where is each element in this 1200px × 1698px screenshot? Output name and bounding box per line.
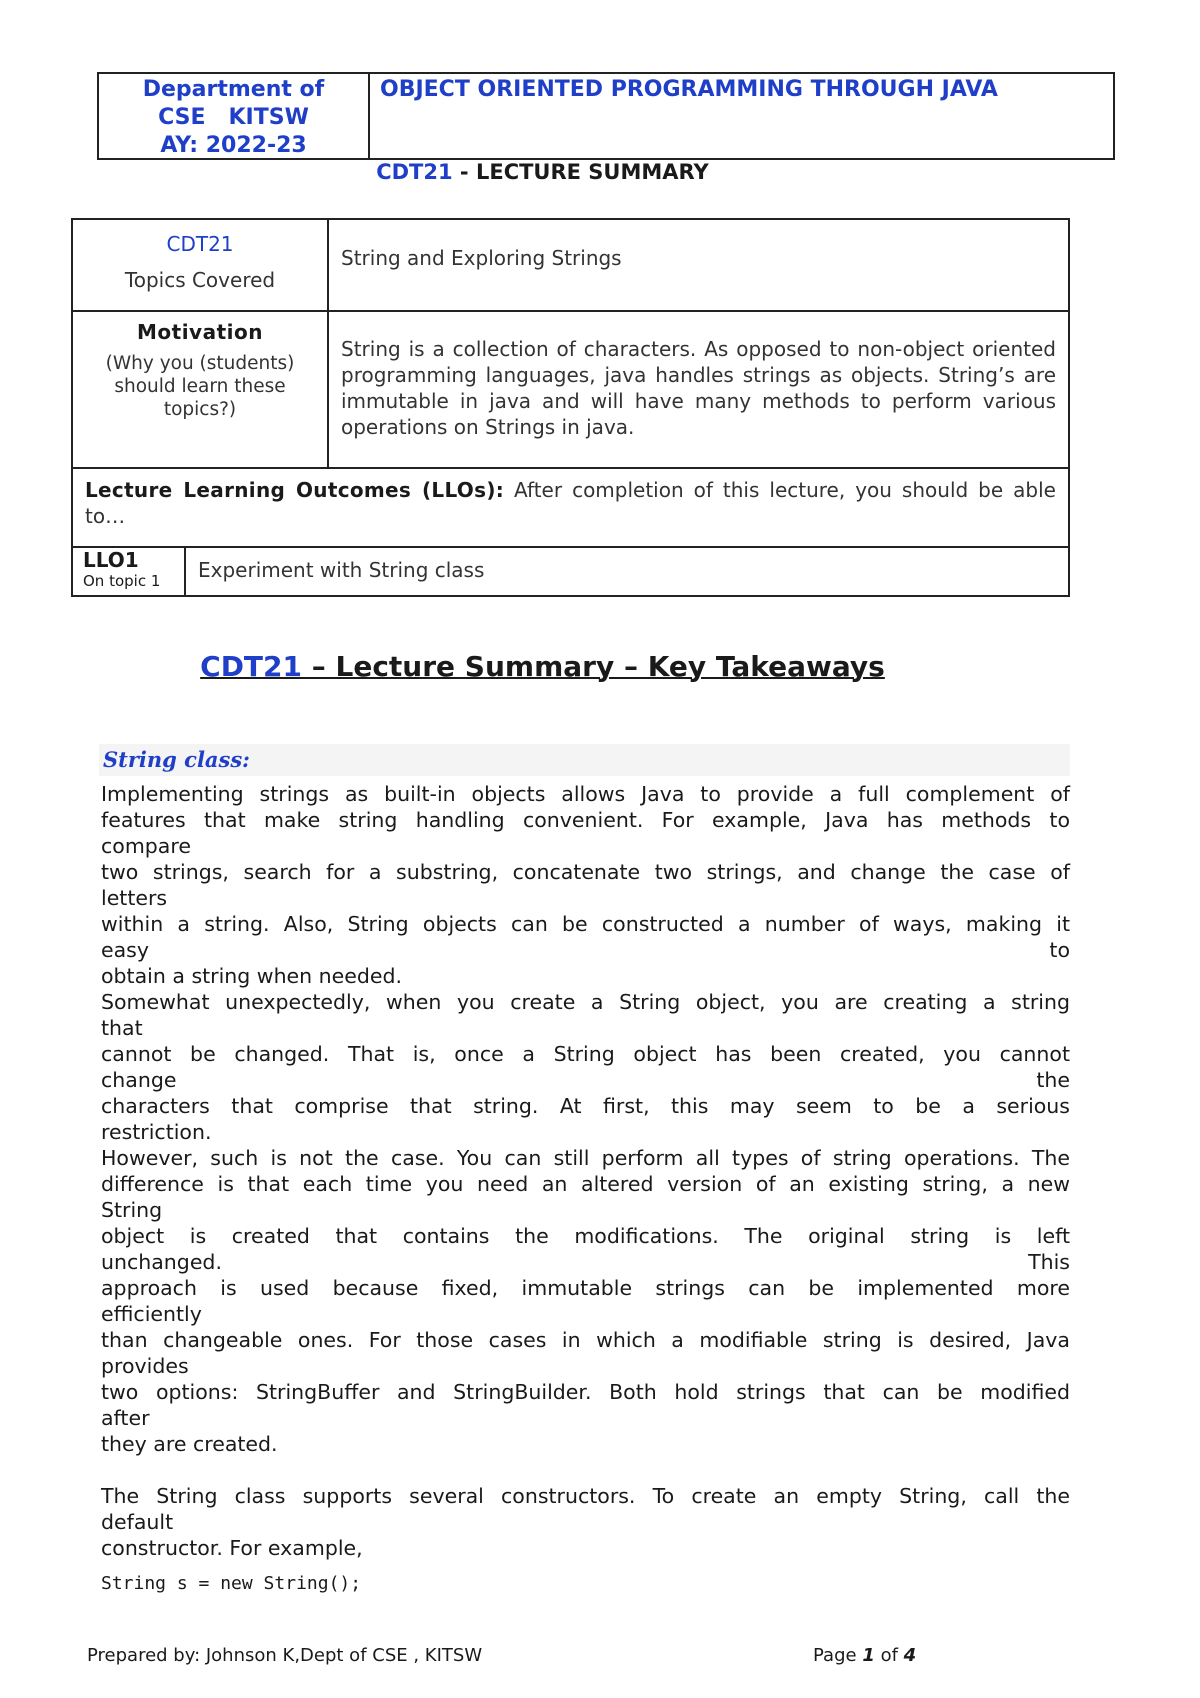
body-line: obtain a string when needed. [101,964,403,988]
string-class-heading: String class: [99,744,1070,776]
body-line: letters [101,886,168,910]
page-total: 4 [903,1645,917,1666]
page-indicator [813,1645,916,1666]
page-of: of [874,1645,904,1666]
prepared-by: Prepared by: Johnson K,Dept of CSE , KITSW [87,1645,483,1666]
body-line: characters that comprise that string. At first, this may seem to be a serious [101,1094,1070,1118]
academic-year: AY: 2022-23 [160,133,307,158]
topic-code: CDT21 [166,232,234,256]
body-line: difference is that each time you need an altered version of an existing string, a new [101,1172,1070,1196]
lecture-summary-label: - LECTURE SUMMARY [452,160,709,184]
motivation-subtitle: (Why you (students) should learn these topics?) [105,353,295,420]
header-table [97,72,1115,160]
body-line: constructor. For example, [101,1536,363,1560]
key-takeaways-heading [0,650,1085,683]
body-line: cannot be changed. That is, once a String object has been created, you cannot [101,1042,1070,1066]
department-line: Department of [142,77,325,102]
body-line: unchanged. This [101,1250,1070,1274]
page-number: 1 [862,1645,875,1666]
llo1-label-cell [73,546,186,597]
llo1-sublabel: On topic 1 [83,572,161,590]
lecture-summary-title [0,160,1085,184]
body-line: efficiently [101,1302,202,1326]
body-line: two strings, search for a substring, concatenate two strings, and change the case of [101,860,1070,884]
motivation-label-cell [73,310,329,467]
body-line: Somewhat unexpectedly, when you create a String object, you are creating a string [101,990,1070,1014]
lecture-code: CDT21 [376,160,453,184]
department-line: CSE KITSW [158,105,309,130]
topics-value: String and Exploring Strings [341,246,622,270]
body-line: easy to [101,938,1070,962]
body-line: String [101,1198,163,1222]
body-text [101,781,1070,1597]
llo1-label: LLO1 [83,548,139,572]
body-line: than changeable ones. For those cases in which a modifiable string is desired, Java [101,1328,1070,1352]
body-line: change the [101,1068,1070,1092]
key-takeaways-code: CDT21 [200,650,302,683]
body-line: that [101,1016,143,1040]
body-line: after [101,1406,150,1430]
body-line: compare [101,834,191,858]
body-line: The String class supports several constructors. To create an empty String, call the [101,1484,1070,1508]
body-line: two options: StringBuffer and StringBuilder. Both hold strings that can be modified [101,1380,1070,1404]
body-line: However, such is not the case. You can still perform all types of string operations. The [101,1146,1070,1170]
body-line: features that make string handling convenient. For example, Java has methods to [101,808,1070,832]
body-line: within a string. Also, String objects can be constructed a number of ways, making it [101,912,1070,936]
course-title: OBJECT ORIENTED PROGRAMMING THROUGH JAVA [380,77,998,102]
llo1-text: Experiment with String class [198,558,485,582]
llo-heading: Lecture Learning Outcomes (LLOs): [85,478,505,502]
topics-label-cell [73,220,329,310]
code-example: String s = new String(); [101,1573,362,1594]
body-line: object is created that contains the modifications. The original string is left [101,1224,1070,1248]
page-prefix: Page [813,1645,863,1666]
body-line: provides [101,1354,189,1378]
motivation-label: Motivation [137,320,263,344]
motivation-text: String is a collection of characters. As opposed to non-object oriented programming languages, java handles strings as objects. String’s are immutable in java and will have many methods to perform various operations on Strings in java. [341,337,1056,439]
topic-table [71,218,1070,597]
motivation-row [73,310,1068,469]
llo1-row [73,546,1068,597]
department-cell [99,74,370,158]
topics-covered-label: Topics Covered [124,268,276,292]
body-line: restriction. [101,1120,212,1144]
llo-heading-row [73,467,1068,548]
llo-intro: After completion of this lecture, you should be able to… [85,478,1056,528]
body-line: default [101,1510,174,1534]
topics-row [73,220,1068,312]
body-line: approach is used because fixed, immutable strings can be implemented more [101,1276,1070,1300]
llo-heading-cell [73,467,1068,529]
body-line: they are created. [101,1432,278,1456]
key-takeaways-title: – Lecture Summary – Key Takeaways [302,650,885,683]
body-line: Implementing strings as built-in objects allows Java to provide a full complement of [101,782,1070,806]
